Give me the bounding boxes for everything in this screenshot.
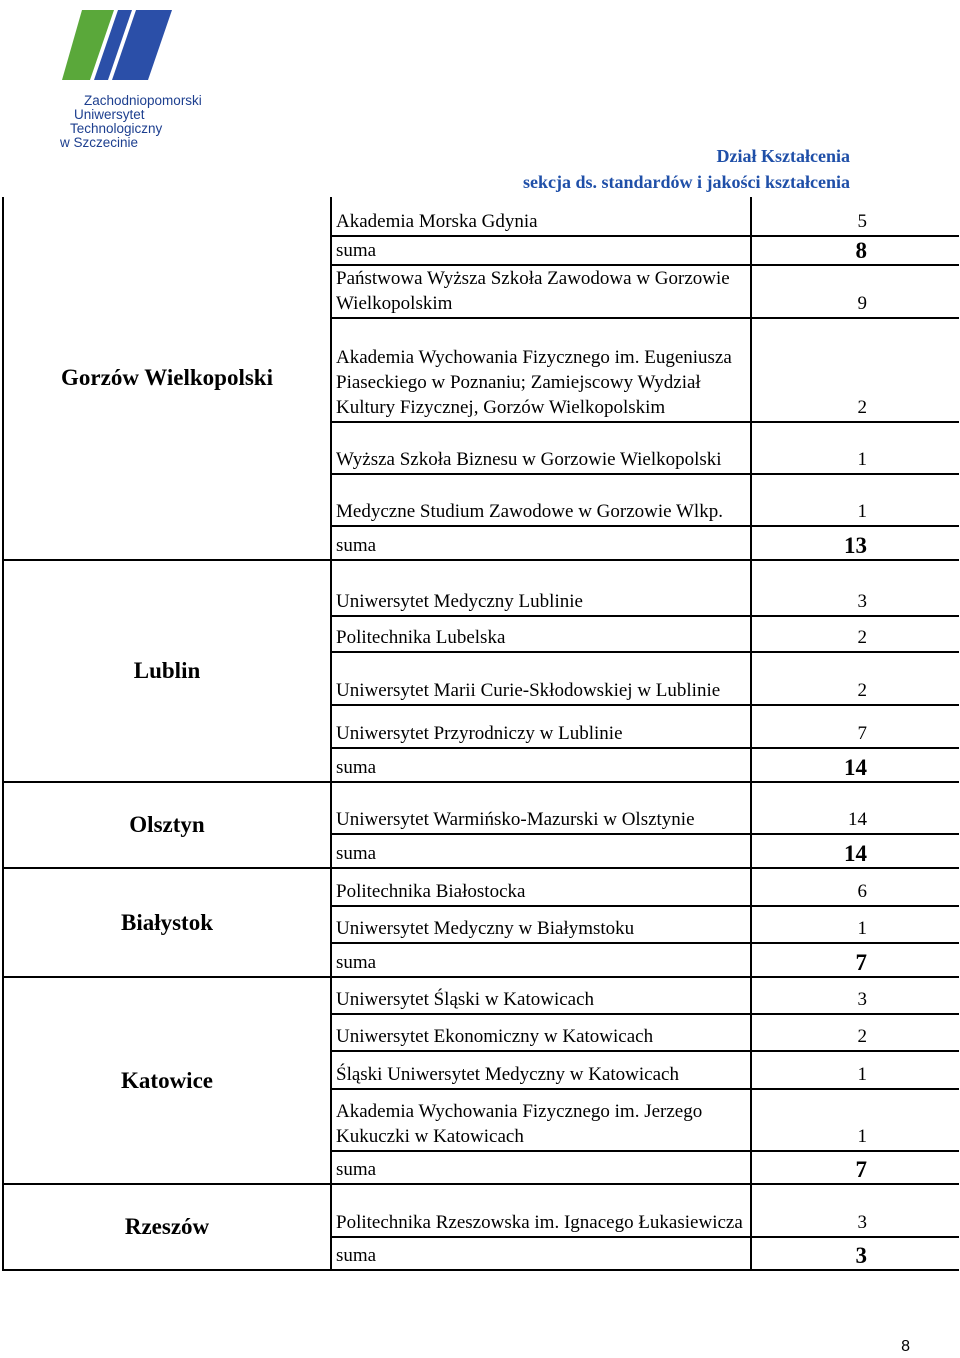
count-value: 1 (857, 1126, 867, 1147)
logo-line: Technologiczny (70, 121, 163, 136)
city-cell: Lublin (3, 560, 331, 782)
university-name: Uniwersytet Ekonomiczny w Katowicach (331, 1014, 751, 1051)
logo-line: Uniwersytet (74, 107, 145, 122)
count-cell (751, 834, 959, 868)
sum-value: 14 (844, 841, 867, 866)
count-cell (751, 526, 959, 560)
count-cell (751, 705, 959, 748)
page-number: 8 (901, 1338, 910, 1355)
table-row (3, 977, 959, 1014)
department-subtitle: sekcja ds. standardów i jakości kształcenia (522, 172, 850, 192)
count-value: 1 (857, 501, 867, 522)
city-cell: Białystok (3, 868, 331, 977)
count-cell (751, 1237, 959, 1270)
count-value: 3 (857, 1212, 867, 1233)
table-row (3, 1184, 959, 1237)
count-cell (751, 906, 959, 943)
sum-label: suma (331, 1151, 751, 1184)
university-name: Wyższa Szkoła Biznesu w Gorzowie Wielkopolski (331, 422, 751, 474)
logo-mark-icon (62, 10, 192, 82)
count-cell (751, 977, 959, 1014)
count-value: 2 (857, 627, 867, 648)
sum-value: 13 (844, 533, 867, 558)
sum-value: 7 (855, 1157, 867, 1182)
university-name: Politechnika Rzeszowska im. Ignacego Łukasiewicza (331, 1184, 751, 1237)
university-name: Państwowa Wyższa Szkoła Zawodowa w Gorzowie Wielkopolskim (331, 265, 751, 318)
count-value: 5 (857, 211, 867, 232)
university-name: Śląski Uniwersytet Medyczny w Katowicach (331, 1051, 751, 1089)
city-cell: Katowice (3, 977, 331, 1184)
city-cell: Olsztyn (3, 782, 331, 868)
count-cell (751, 943, 959, 977)
count-cell (751, 474, 959, 526)
city-cell: Gorzów Wielkopolski (3, 197, 331, 560)
city-cell: Rzeszów (3, 1184, 331, 1270)
count-cell (751, 197, 959, 236)
count-value: 1 (857, 1064, 867, 1085)
count-cell (751, 1184, 959, 1237)
university-name: Uniwersytet Medyczny w Białymstoku (331, 906, 751, 943)
count-value: 2 (857, 397, 867, 418)
university-name: Politechnika Lubelska (331, 616, 751, 652)
count-cell (751, 1014, 959, 1051)
sum-label: suma (331, 236, 751, 265)
sum-value: 3 (855, 1243, 867, 1268)
university-logo (56, 8, 206, 158)
count-value: 7 (857, 723, 867, 744)
universities-table (2, 197, 959, 1271)
count-cell (751, 1089, 959, 1151)
university-name: Medyczne Studium Zawodowe w Gorzowie Wlkp. (331, 474, 751, 526)
count-value: 1 (857, 449, 867, 470)
count-cell (751, 782, 959, 834)
count-cell (751, 616, 959, 652)
count-value: 6 (857, 881, 867, 902)
university-name: Politechnika Białostocka (331, 868, 751, 906)
university-name: Akademia Wychowania Fizycznego im. Jerzego Kukuczki w Katowicach (331, 1089, 751, 1151)
sum-value: 8 (855, 238, 867, 263)
table-body (3, 197, 959, 1270)
department-title: Dział Kształcenia (716, 146, 850, 166)
table-row (3, 868, 959, 906)
sum-label: suma (331, 748, 751, 782)
count-cell (751, 422, 959, 474)
count-cell (751, 1051, 959, 1089)
count-value: 9 (857, 293, 867, 314)
count-cell (751, 318, 959, 422)
count-cell (751, 265, 959, 318)
sum-value: 14 (844, 755, 867, 780)
table-row (3, 197, 959, 236)
university-name: Akademia Morska Gdynia (331, 197, 751, 236)
count-cell (751, 652, 959, 705)
sum-label: suma (331, 1237, 751, 1270)
university-name: Akademia Wychowania Fizycznego im. Eugeniusza Piaseckiego w Poznaniu; Zamiejscowy Wydział Kultury Fizycznej, Gorzów Wielkopolskim (331, 318, 751, 422)
university-name: Uniwersytet Śląski w Katowicach (331, 977, 751, 1014)
count-value: 14 (848, 809, 867, 830)
count-cell (751, 560, 959, 616)
sum-label: suma (331, 943, 751, 977)
logo-line: Zachodniopomorski (84, 93, 202, 108)
logo-line: w Szczecinie (60, 135, 139, 150)
university-name: Uniwersytet Marii Curie-Skłodowskiej w Lublinie (331, 652, 751, 705)
count-cell (751, 236, 959, 265)
count-value: 3 (857, 989, 867, 1010)
table-row (3, 782, 959, 834)
sum-label: suma (331, 526, 751, 560)
logo-text (56, 94, 206, 150)
university-name: Uniwersytet Medyczny Lublinie (331, 560, 751, 616)
university-name: Uniwersytet Przyrodniczy w Lublinie (331, 705, 751, 748)
count-value: 2 (857, 1026, 867, 1047)
sum-label: suma (331, 834, 751, 868)
count-value: 1 (857, 918, 867, 939)
table-row (3, 560, 959, 616)
count-value: 3 (857, 591, 867, 612)
count-value: 2 (857, 680, 867, 701)
count-cell (751, 1151, 959, 1184)
count-cell (751, 868, 959, 906)
university-name: Uniwersytet Warmińsko-Mazurski w Olsztynie (331, 782, 751, 834)
count-cell (751, 748, 959, 782)
sum-value: 7 (855, 950, 867, 975)
